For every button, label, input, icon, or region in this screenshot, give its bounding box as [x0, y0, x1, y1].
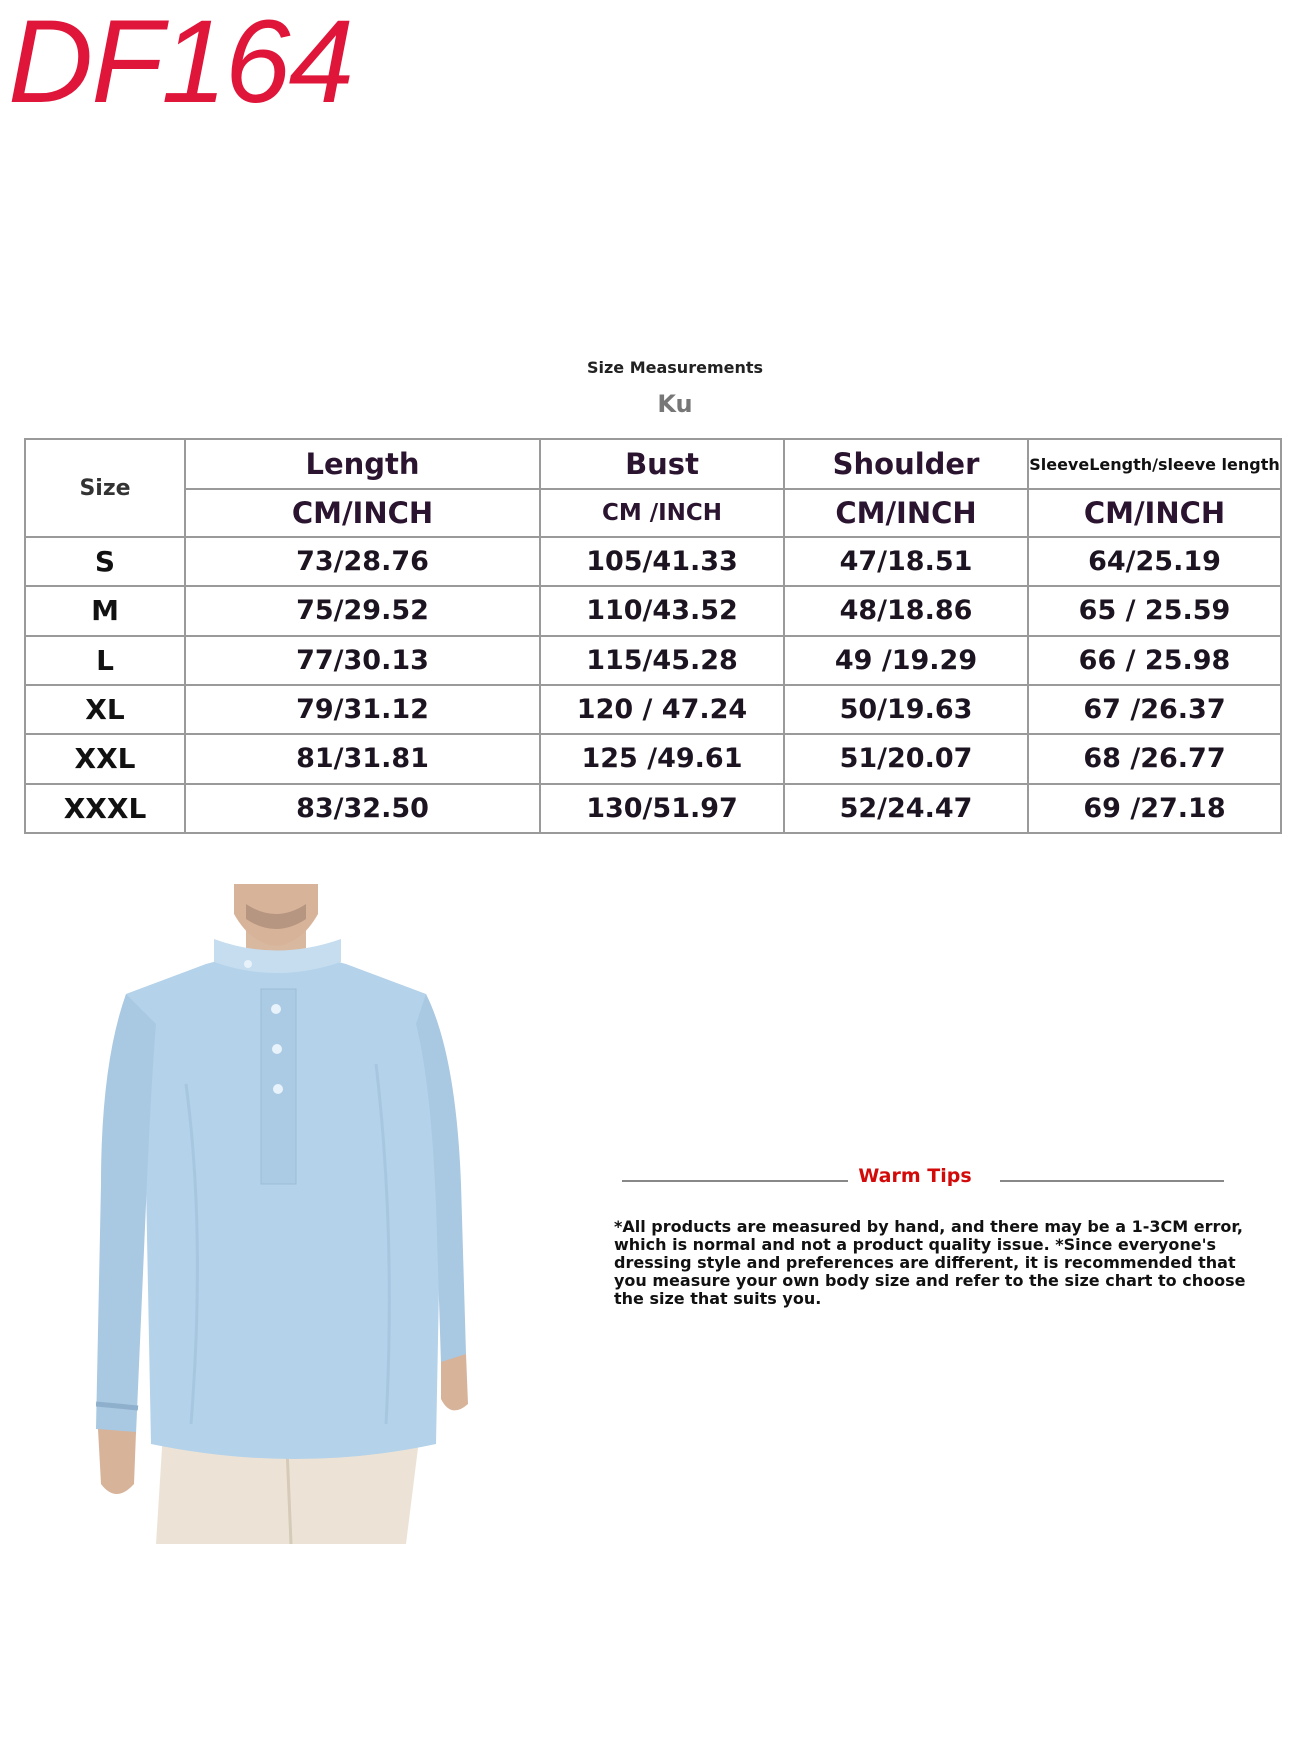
table-row — [25, 586, 1281, 635]
size-cell: XXL — [25, 734, 185, 783]
shoulder-cell: 52/24.47 — [784, 784, 1028, 833]
sleeve-length-cell: 69 /27.18 — [1028, 784, 1281, 833]
length-cell: 79/31.12 — [185, 685, 540, 734]
table-row — [25, 636, 1281, 685]
shoulder-column-header: Shoulder — [784, 439, 1028, 489]
warm-tips-title: Warm Tips — [858, 1165, 972, 1187]
bust-cell: 115/45.28 — [540, 636, 784, 685]
table-row — [25, 685, 1281, 734]
sleeve-length-cell: 65 / 25.59 — [1028, 586, 1281, 635]
bust-cell: 125 /49.61 — [540, 734, 784, 783]
sleeve-length-cell: 66 / 25.98 — [1028, 636, 1281, 685]
size-measurements-title: Size Measurements — [586, 358, 764, 377]
bust-cell: 120 / 47.24 — [540, 685, 784, 734]
length-column-header: Length — [185, 439, 540, 489]
tips-divider-left — [622, 1180, 848, 1182]
product-code: DF164 — [8, 0, 353, 128]
shoulder-cell: 49 /19.29 — [784, 636, 1028, 685]
length-cell: 73/28.76 — [185, 537, 540, 586]
bust-column-header: Bust — [540, 439, 784, 489]
length-unit: CM/INCH — [185, 489, 540, 537]
bust-cell: 110/43.52 — [540, 586, 784, 635]
table-row — [25, 734, 1281, 783]
sleeve-length-column-header: SleeveLength/sleeve length — [1028, 439, 1281, 489]
size-chart-table — [24, 438, 1282, 834]
bust-unit: CM /INCH — [540, 489, 784, 537]
shoulder-cell: 51/20.07 — [784, 734, 1028, 783]
length-cell: 81/31.81 — [185, 734, 540, 783]
sleeve-length-cell: 67 /26.37 — [1028, 685, 1281, 734]
warm-tips-text: *All products are measured by hand, and there may be a 1-3CM error, which is normal and not a product quality issue. *Since everyone's dressing style and preferences are different, it is recommended that you measure your own body size and refer to the size chart to choose the size that suits you. — [614, 1217, 1246, 1308]
table-unit-row — [25, 489, 1281, 537]
size-cell: XL — [25, 685, 185, 734]
size-measurements-subtitle: Ku — [657, 390, 693, 418]
table-header-row — [25, 439, 1281, 489]
size-column-header: Size — [25, 439, 185, 537]
length-cell: 75/29.52 — [185, 586, 540, 635]
sleeve-length-unit: CM/INCH — [1028, 489, 1281, 537]
model-shirt-photo — [96, 884, 516, 1544]
shoulder-cell: 50/19.63 — [784, 685, 1028, 734]
tips-divider-right — [1000, 1180, 1224, 1182]
size-cell: S — [25, 537, 185, 586]
table-row — [25, 784, 1281, 833]
size-cell: L — [25, 636, 185, 685]
sleeve-length-cell: 68 /26.77 — [1028, 734, 1281, 783]
bust-cell: 105/41.33 — [540, 537, 784, 586]
shoulder-unit: CM/INCH — [784, 489, 1028, 537]
sleeve-length-cell: 64/25.19 — [1028, 537, 1281, 586]
shoulder-cell: 48/18.86 — [784, 586, 1028, 635]
shoulder-cell: 47/18.51 — [784, 537, 1028, 586]
bust-cell: 130/51.97 — [540, 784, 784, 833]
size-cell: XXXL — [25, 784, 185, 833]
table-row — [25, 537, 1281, 586]
length-cell: 77/30.13 — [185, 636, 540, 685]
length-cell: 83/32.50 — [185, 784, 540, 833]
size-cell: M — [25, 586, 185, 635]
